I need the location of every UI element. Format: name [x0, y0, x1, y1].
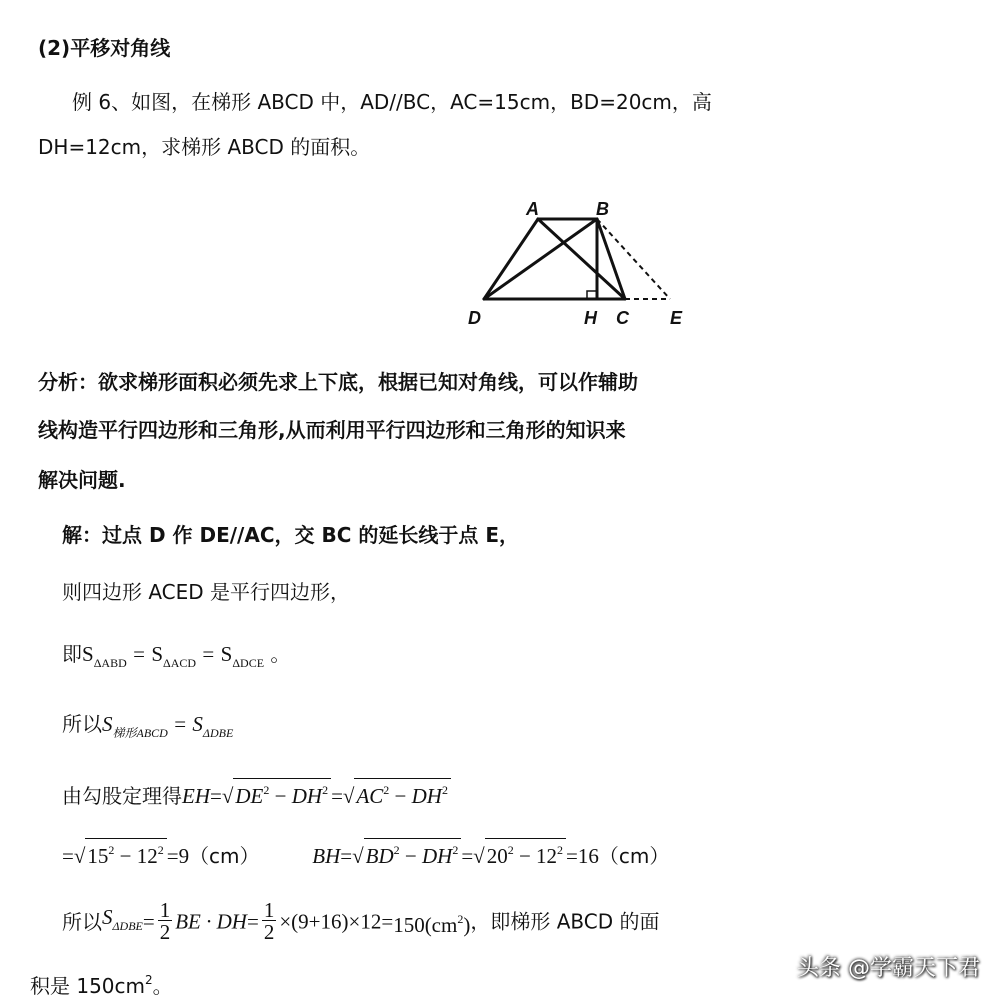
label-H: H	[584, 308, 597, 328]
area-dbe: $S_{\Delta DBE}$	[192, 712, 234, 740]
step7-prefix: 所以	[62, 909, 102, 934]
step4-prefix: 所以	[62, 712, 102, 736]
equals: =	[174, 712, 187, 736]
solution-step-8	[30, 968, 173, 998]
sqrt-20-12: $√20^2 - 12^2$	[473, 844, 566, 868]
equals: =	[133, 642, 145, 666]
equals: =	[142, 909, 155, 934]
product-term: ×(9+16)×12	[279, 909, 382, 934]
equals: =	[210, 784, 222, 808]
label-B: B	[596, 199, 609, 219]
dashed-extensions	[597, 219, 670, 299]
label-C: C	[616, 308, 629, 328]
solution-step-4	[62, 712, 233, 745]
solution-step-5	[62, 778, 451, 808]
unit-cm: （cm）	[189, 844, 260, 868]
eh-symbol: EH	[182, 784, 210, 808]
equals: =	[381, 909, 394, 934]
equals: =	[340, 844, 353, 868]
step5-prefix: 由勾股定理得	[62, 784, 182, 808]
equals: =	[62, 844, 74, 868]
sqrt-bd-dh: $√BD^2 - DH^2$	[352, 844, 461, 868]
area-result: $150(cm^2)$	[393, 911, 471, 937]
area-dbe: $S_{\Delta DBE}$	[102, 905, 143, 933]
solution-step-6	[62, 838, 669, 868]
area-dce: $S_{\Delta DCE}$	[220, 642, 265, 670]
be-dh-term: BE · DH	[175, 909, 247, 934]
equals: =	[566, 844, 578, 868]
equals: =	[246, 909, 259, 934]
fraction-half: $\frac{1}{2}$	[263, 898, 275, 944]
solution-step-2: 则四边形 ACED 是平行四边形，	[62, 580, 351, 604]
trapezoid-figure	[460, 195, 700, 335]
sqrt-ac-dh: $√AC^2 - DH^2$	[343, 784, 451, 808]
watermark: 头条 @学霸天下君	[797, 956, 980, 981]
sqrt-de-dh: $√DE^2 - DH^2$	[222, 784, 331, 808]
example-line-2: DH=12cm，求梯形 ABCD 的面积。	[38, 135, 371, 159]
eh-value: 9	[178, 844, 190, 868]
analysis-line-2: 线构造平行四边形和三角形,从而利用平行四边形和三角形的知识来	[38, 418, 626, 442]
bh-symbol: BH	[312, 844, 341, 868]
solution-step-7	[62, 900, 659, 943]
label-D: D	[468, 308, 481, 328]
final-answer-exponent: 2	[145, 973, 153, 987]
trapezoid-edges	[484, 219, 625, 299]
bh-value: 16	[577, 844, 599, 868]
step3-prefix: 即	[62, 642, 82, 666]
fraction-half: $\frac{1}{2}$	[159, 898, 171, 944]
sqrt-15-12: $√15^2 - 12^2$	[74, 844, 167, 868]
edge-AD	[484, 219, 538, 299]
label-E: E	[670, 308, 683, 328]
equals: =	[331, 784, 343, 808]
dashed-BE	[597, 219, 670, 299]
solution-step-3	[62, 642, 290, 675]
section-title: (2)平移对角线	[38, 36, 171, 60]
step7-tail: ，即梯形 ABCD 的面	[470, 909, 660, 934]
equals: =	[202, 642, 215, 666]
area-acd: $S_{\Delta ACD}$	[151, 642, 197, 670]
unit-cm: （cm）	[598, 844, 670, 868]
equals: =	[461, 844, 474, 868]
final-answer-end: 。	[152, 974, 173, 998]
final-answer: 积是 150cm	[30, 974, 146, 998]
equals: =	[166, 844, 179, 868]
label-A: A	[526, 199, 539, 219]
example-line-1: 例 6、如图，在梯形 ABCD 中，AD//BC，AC=15cm，BD=20cm，高	[72, 90, 712, 114]
area-abd: $S_{\Delta ABD}$	[82, 642, 127, 670]
solution-step-1: 解：过点 D 作 DE//AC，交 BC 的延长线于点 E，	[62, 523, 519, 547]
analysis-line-1: 分析：欲求梯形面积必须先求上下底，根据已知对角线，可以作辅助	[38, 370, 638, 394]
area-trapezoid: $S_{梯形ABCD}$	[102, 712, 168, 740]
step3-end: 。	[270, 642, 291, 666]
analysis-line-3: 解决问题.	[38, 468, 126, 492]
